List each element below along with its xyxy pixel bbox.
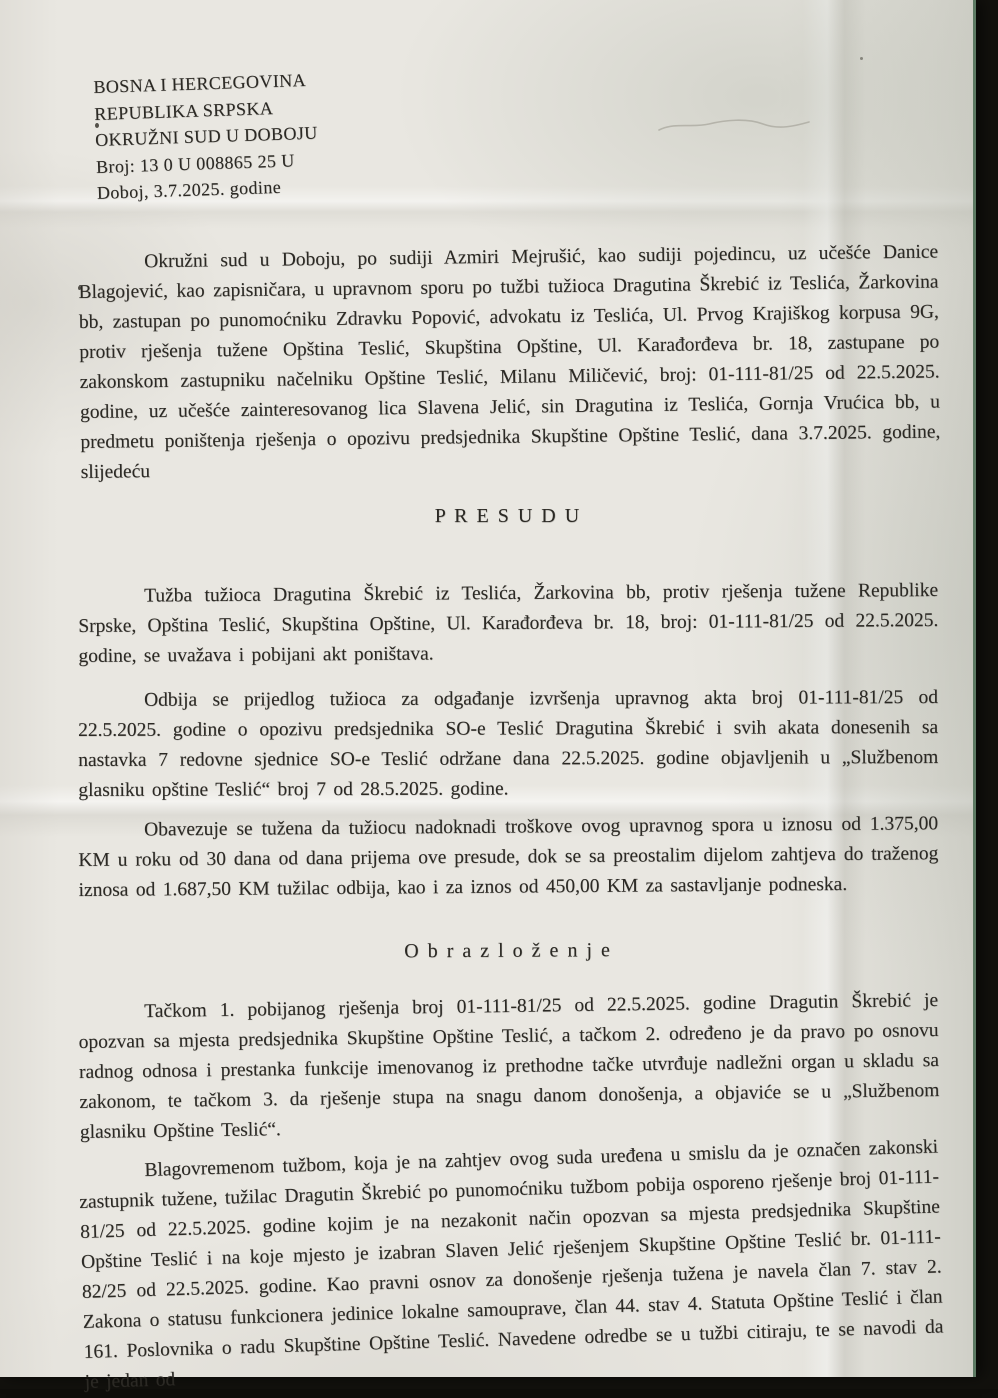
pencil-scribble-mark — [655, 108, 815, 144]
entity-line: REPUBLIKA SRPSKA — [93, 97, 274, 124]
ink-speck — [860, 57, 863, 60]
reasoning-paragraph-1: Tačkom 1. pobijanog rješenja broj 01-111-81/25 od 22.5.2025. godine Dragutin Škrebić je opozvan sa mjesta predsjednika Skupštine Opštine Teslić, a tačkom 2. određeno je da pravo po osnovu radnog odnosa i prestanka funkcije imenovanog iz prethodne tačke utvrđuje nadležni organ u skladu sa zakonom, te tačkom 3. da rješenje stupa na snagu danom donošenja, a objaviće se u „Službenom glasniku Opštine Teslić“. — [78, 989, 940, 1143]
date-place-line: Doboj, 3.7.2025. godine — [96, 176, 282, 203]
case-number-line: Broj: 13 0 U 008865 25 U — [95, 149, 295, 177]
court-name-line: OKRUŽNI SUD U DOBOJU — [94, 122, 318, 150]
country-line: BOSNA I HERCEGOVINA — [93, 69, 307, 97]
reasoning-paragraph-2: Blagovremenom tužbom, koja je na zahtjev ovog suda uređena u smislu da je označen zakonski zastupnik tužene, tužilac Dragutin Škrebić po punomoćniku tužbom pobija osporeno rješenje broj 01-111-81/25 od 22.5.2025. godine kojim je na nezakonit način opozvan sa mjesta predsjednika Skupštine Opštine Teslić i na koje mjesto je izabran Slaven Jelić rješenjem Skupštine Opštine Teslić br. 01-111-82/25 od 22.5.2025. godine. Kao pravni osnov za donošenje rješenja tužena je navela član 7. stav 2. Zakona o statusu funkcionera jedinice lokalne samouprave, član 44. stav 4. Statuta Opštine Teslić i član 161. Poslovnika o radu Skupštine Opštine Teslić. Navedene odredbe se u tužbi citiraju, te se navodi da je jedan od — [79, 1136, 944, 1393]
verdict-heading: P R E S U D U — [434, 505, 582, 527]
intro-paragraph: Okružni sud u Doboju, po sudiji Azmiri Mejrušić, kao sudiji pojedincu, uz učešće Danice Blagojević, kao zapisničara, u upravnom sporu po tužbi tužioca Dragutina Škrebić iz Teslića, Žarkovina bb, zastupan po punomoćniku Zdravku Popović, advokatu iz Teslića, Ul. Prvog Krajiškog korpusa 9G, protiv rješenja tužene Opština Teslić, Skupština Opštine, Ul. Karađorđeva br. 18, zastupane po zakonskom zastupniku načelniku Opštine Teslić, Milanu Miličević, broj: 01-111-81/25 od 22.5.2025. godine, uz učešće zainteresovanog lica Slavena Jelić, sin Dragutina iz Teslića, Gornja Vrućica bb, u predmetu poništenja rješenja o opozivu predsjednika Skupštine Opštine Teslić, dana 3.7.2025. godine, slijedeću — [78, 241, 941, 483]
verdict-paragraph-3: Obavezuje se tužena da tužiocu nadoknadi troškove ovog upravnog spora u iznosu od 1.375,00 KM u roku od 30 dana od dana prijema ove presude, dok se sa preostalim dijelom zahtjeva do traženog iznosa od 1.687,50 KM tužilac odbija, kao i za iznos od 450,00 KM za sastavljanje podneska. — [78, 813, 939, 901]
letterhead — [93, 67, 320, 207]
verdict-paragraph-2: Odbija se prijedlog tužioca za odgađanje izvršenja upravnog akta broj 01-111-81/25 od 22.5.2025. godine o opozivu predsjednika SO-e Teslić Dragutina Škrebić i svih akata donesenih sa nastavka 7 redovne sjednice SO-e Teslić održane dana 22.5.2025. godine objavljenih u „Službenom glasniku opštine Teslić“ broj 7 od 28.5.2025. godine. — [78, 686, 939, 801]
verdict-paragraph-1: Tužba tužioca Dragutina Škrebić iz Teslića, Žarkovina bb, protiv rješenja tužene Republike Srpske, Opština Teslić, Skupština Opštine, Ul. Karađorđeva br. 18, broj: 01-111-81/25 od 22.5.2025. godine, se uvažava i pobijani akt poništava. — [78, 579, 939, 667]
reasoning-heading: O b r a z l o ž e n j e — [404, 939, 612, 963]
